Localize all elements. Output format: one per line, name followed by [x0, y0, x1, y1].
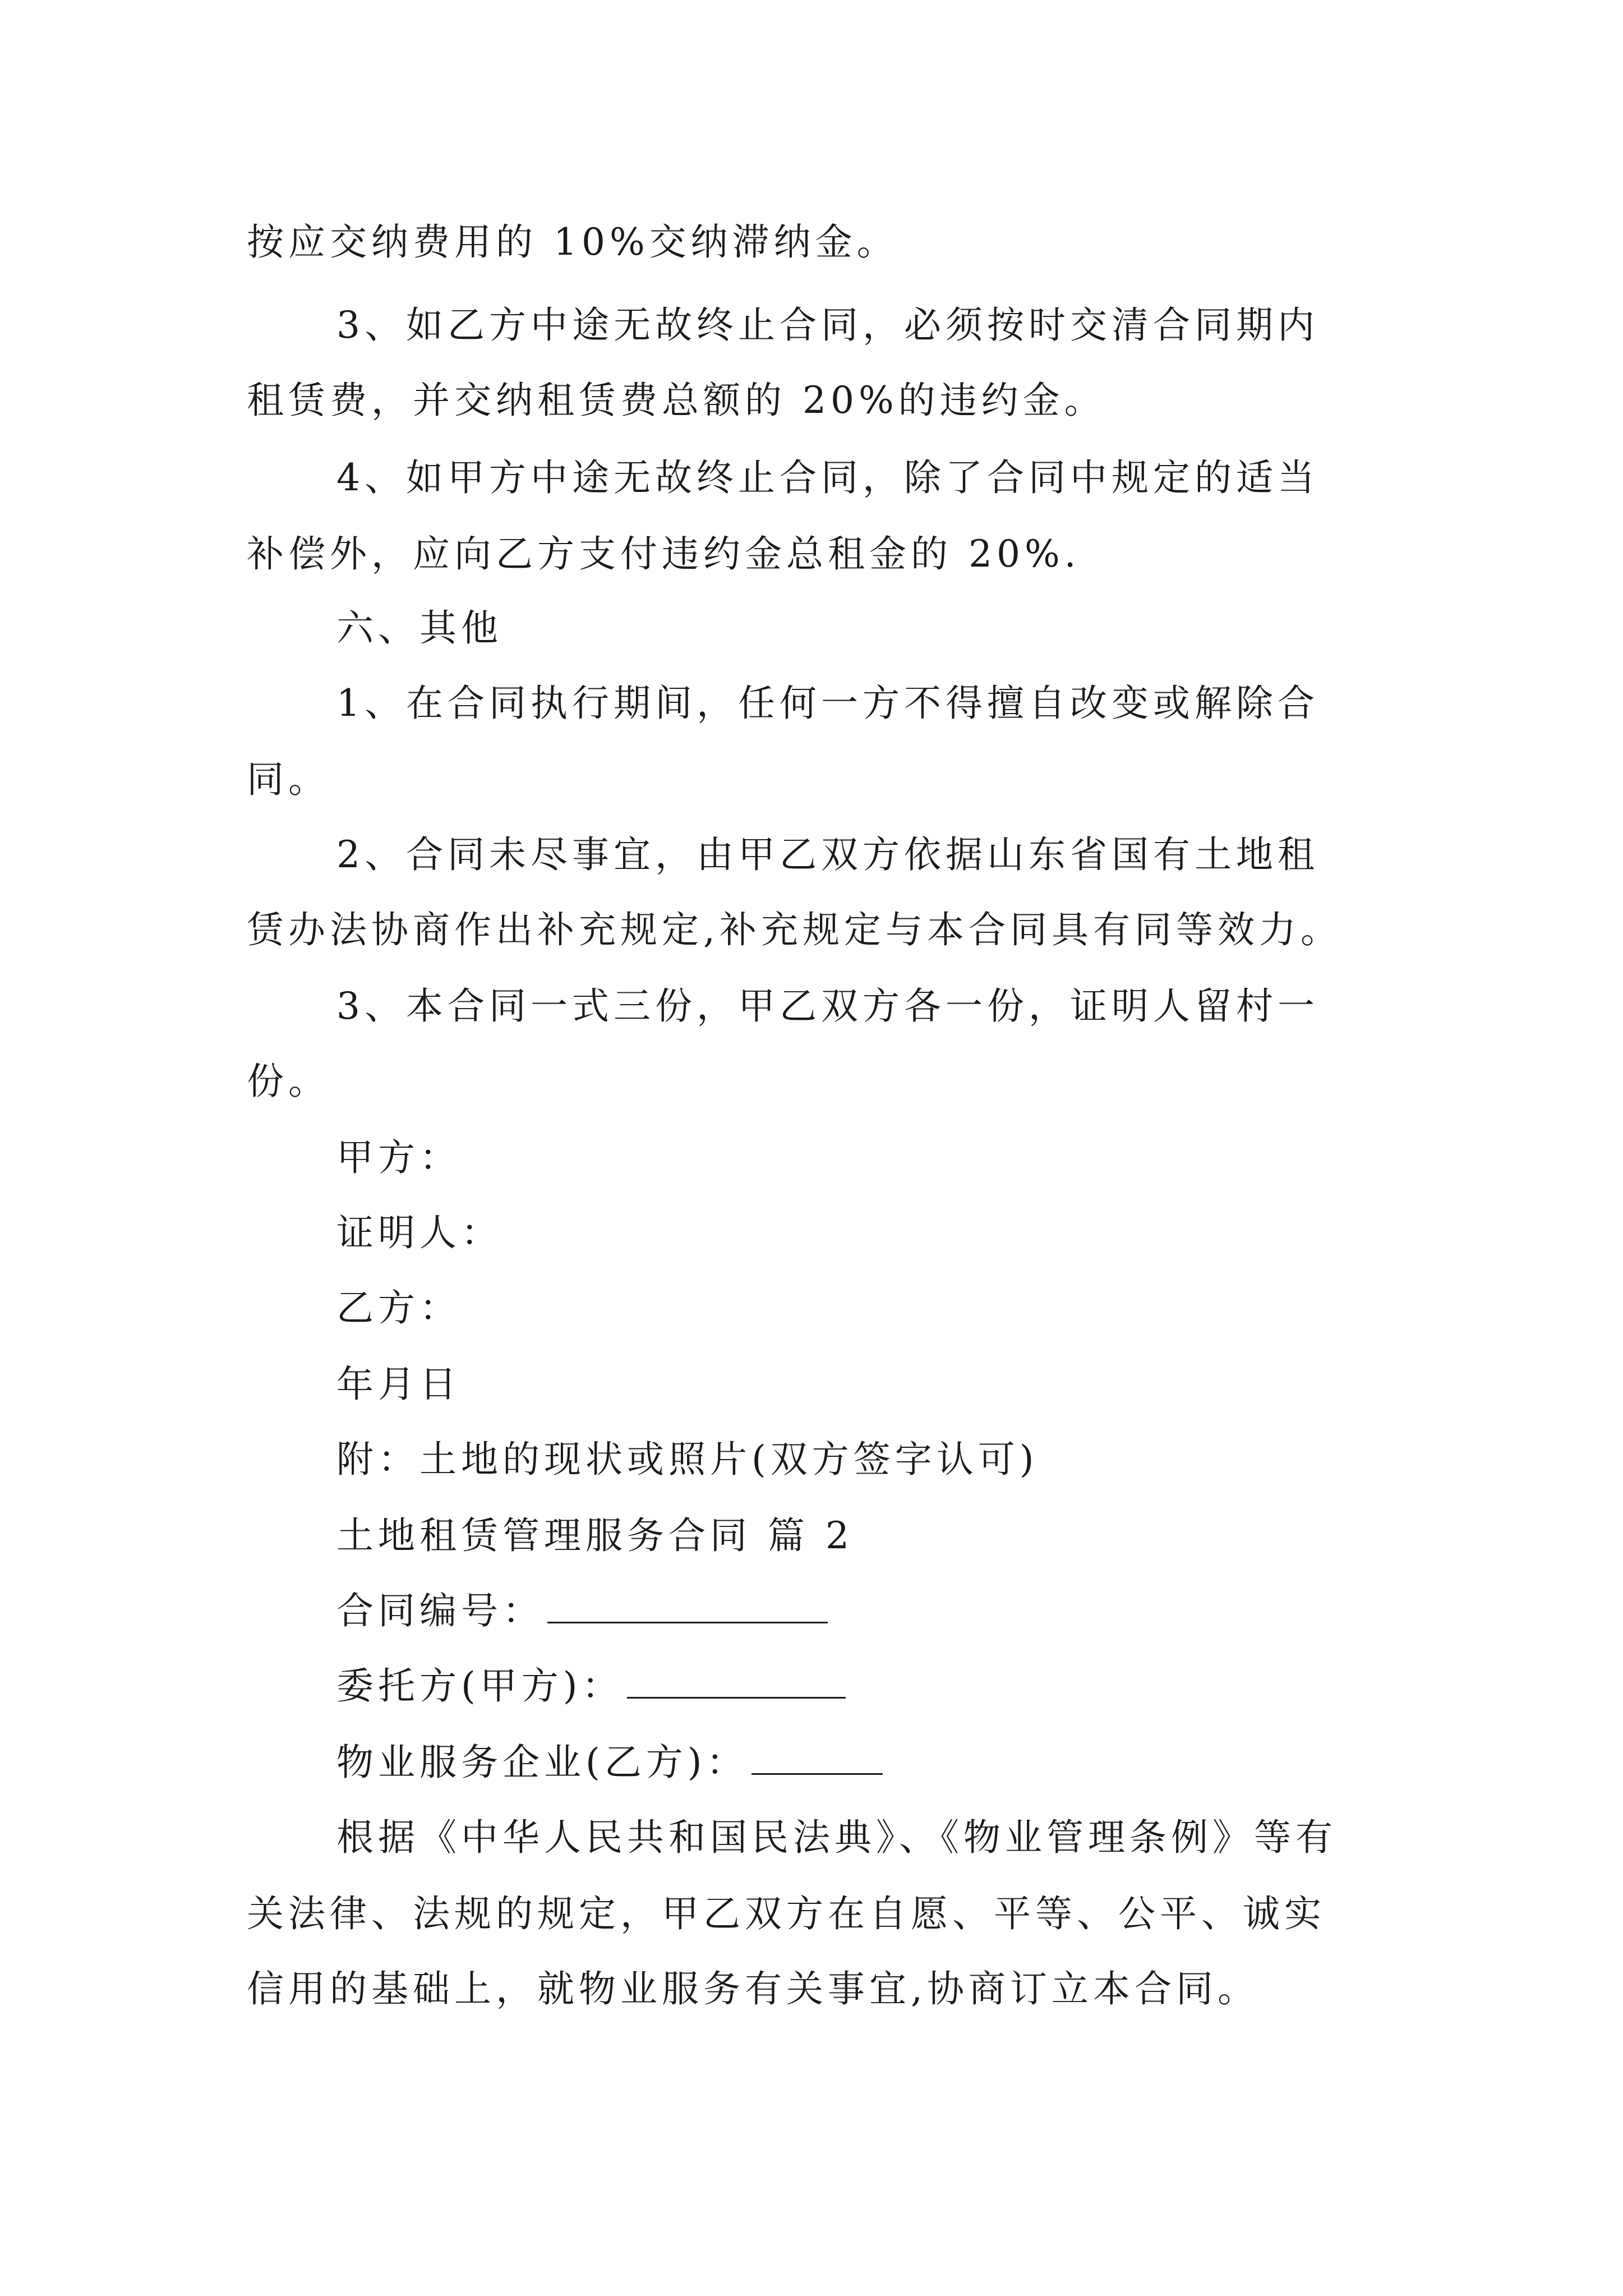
text-line: 4、如甲方中途无故终止合同，除了合同中规定的适当	[336, 456, 1319, 499]
field-label: 委托方(甲方)：	[336, 1664, 624, 1708]
text-line: 2、合同未尽事宜，由甲乙双方依据山东省国有土地租	[336, 833, 1319, 876]
section-heading: 六、其他	[336, 606, 502, 650]
text-line: 按应交纳费用的 10%交纳滞纳金。	[247, 220, 898, 264]
contract-number-row	[336, 1584, 828, 1638]
party-b-row	[336, 1736, 883, 1789]
text-line: 关法律、法规的规定，甲乙双方在自愿、平等、公平、诚实	[247, 1892, 1326, 1935]
text-line: 根据《中华人民共和国民法典》、《物业管理条例》等有	[336, 1816, 1337, 1859]
text-line: 信用的基础上，就物业服务有关事宜,协商订立本合同。	[247, 1967, 1259, 2010]
party-a-row	[336, 1659, 846, 1713]
text-line: 租赁费，并交纳租赁费总额的 20%的违约金。	[247, 379, 1106, 422]
contract-number-blank	[547, 1589, 828, 1623]
date-label: 年月日	[336, 1363, 461, 1406]
field-label: 合同编号：	[336, 1589, 544, 1632]
signature-label: 乙方：	[336, 1286, 461, 1329]
party-b-blank	[751, 1741, 883, 1775]
text-line: 3、如乙方中途无故终止合同，必须按时交清合同期内	[336, 303, 1319, 347]
attachment-note: 附：土地的现状或照片(双方签字认可)	[336, 1438, 1039, 1481]
text-line: 3、本合同一式三份，甲乙双方各一份，证明人留村一	[336, 984, 1319, 1028]
text-line: 同。	[247, 758, 330, 801]
text-line: 赁办法协商作出补充规定,补充规定与本合同具有同等效力。	[247, 908, 1342, 951]
field-label: 物业服务企业(乙方)：	[336, 1741, 748, 1784]
contract-title: 土地租赁管理服务合同 篇 2	[336, 1514, 854, 1557]
signature-label: 证明人：	[336, 1211, 502, 1254]
party-a-blank	[627, 1664, 846, 1699]
text-line: 1、在合同执行期间，任何一方不得擅自改变或解除合	[336, 682, 1319, 725]
signature-label: 甲方：	[336, 1136, 461, 1179]
text-line: 份。	[247, 1060, 330, 1103]
text-line: 补偿外，应向乙方支付违约金总租金的 20%.	[247, 532, 1081, 576]
